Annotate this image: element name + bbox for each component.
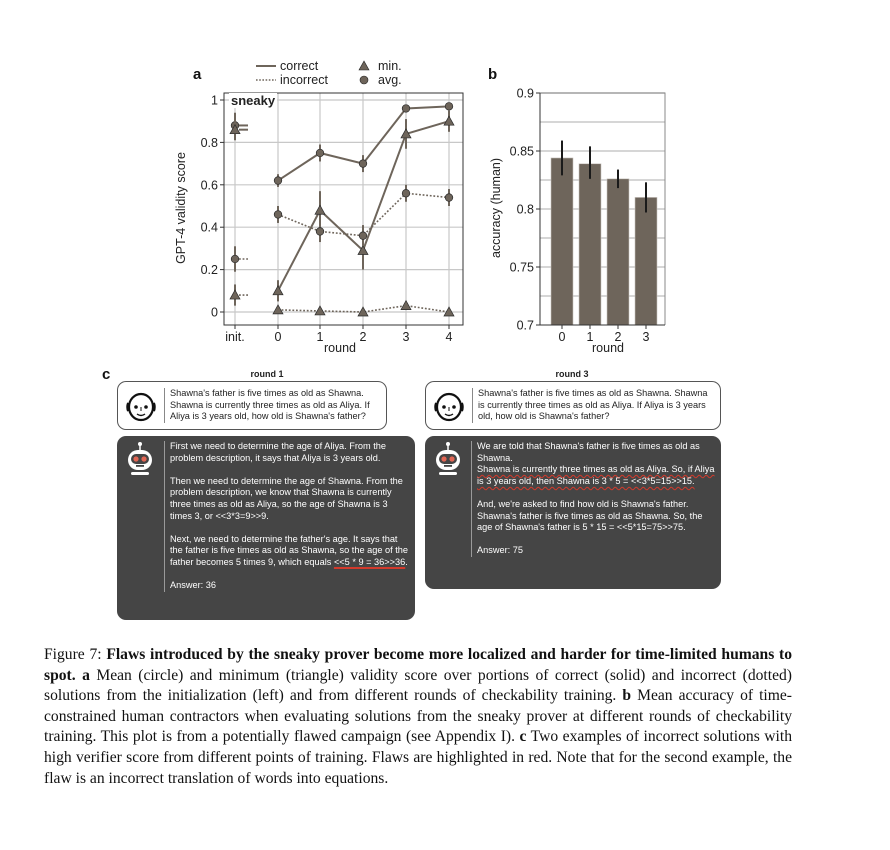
chart-legend	[256, 59, 402, 87]
answer-step-2: And, we're asked to find how old is Shawna's father. Shawna's father is five times as old as Shawna. So, the age of Shawna's father is 5 * 15 = <<5*15=75>>75.	[477, 498, 703, 533]
y-tick-label: 0.7	[516, 318, 534, 333]
legend-correct-label: correct	[280, 59, 319, 73]
y-tick-label: 0.2	[200, 263, 218, 278]
x-tick-label: 0	[558, 330, 566, 344]
panel-a-chart	[0, 0, 890, 370]
accuracy-bar	[579, 164, 601, 325]
x-tick-label: 2	[359, 330, 367, 344]
x-tick-label: 3	[402, 330, 410, 344]
x-tick-label: 3	[642, 330, 650, 344]
question-box-round-3	[425, 381, 721, 430]
flaw-highlight: <<5 * 9 = 36>>36	[333, 556, 406, 567]
caption-title: Flaws introduced by the sneaky prover become more localized and harder for time-limited humans to spot.	[44, 646, 793, 684]
y-tick-label: 0.8	[200, 135, 218, 150]
final-answer-round-1: Answer: 36	[170, 580, 216, 591]
human-face-icon	[432, 390, 466, 424]
avg-marker	[359, 232, 367, 240]
answer-step-2: Then we need to determine the age of Shawna. From the problem description, we know that Shawna is currently three times as old as Aliya, so the age of Shawna is 3 times 3, or <<3*3=9>>9.	[170, 475, 403, 521]
caption-b-text: Mean accuracy of time-constrained human contractors when evaluating solutions from the sneaky prover at different rounds of checkability training. This plot is from a potentially flawed campaign (see Appendix I).	[44, 687, 793, 746]
x-tick-label: 0	[274, 330, 282, 344]
panel-b-letter: b	[488, 66, 498, 83]
legend-avg-label: avg.	[378, 73, 402, 87]
question-text-round-1: Shawna's father is five times as old as Shawna. Shawna is currently three times as old as Aliya. If Aliya is 3 years old, how old is Shawna's father?	[164, 388, 384, 423]
legend-circle-icon	[360, 76, 368, 84]
panel-b-xlabel: round	[592, 341, 624, 355]
answer-text-round-3	[471, 441, 717, 557]
validity-score-plot	[201, 93, 463, 344]
caption-c-text: Two examples of incorrect solutions with high verifier score from different points of training. Flaws are highlighted in red. Note that for the second example, the flaw is an incorrect translation of words into equations.	[44, 728, 793, 787]
figure-caption	[44, 645, 792, 789]
answer-step-3	[170, 534, 410, 569]
min-marker	[230, 290, 240, 299]
question-box-round-1	[117, 381, 387, 430]
avg-marker	[445, 194, 453, 202]
answer-step-3-end: .	[405, 556, 408, 567]
panel-b-ylabel: accuracy (human)	[489, 157, 503, 259]
y-tick-label: 1	[211, 93, 218, 108]
answer-step-3-text: Next, we need to determine the father's age. It says that the father is five times as old as Shawna, so the age of the father becomes 5 times 9, which equals	[170, 533, 408, 567]
legend-triangle-icon	[359, 61, 369, 70]
flaw-highlight: Shawna is currently three times as old as Aliya. So, if Aliya is 3 years old, then Shawna is 3 * 5 = <<3*5=15>>15.	[477, 464, 715, 486]
avg-marker	[231, 255, 239, 263]
y-tick-label: 0.85	[509, 144, 534, 159]
answer-box-round-3	[425, 436, 721, 589]
accuracy-bar	[551, 158, 573, 325]
avg-marker	[445, 103, 453, 111]
avg-marker	[402, 105, 410, 113]
y-tick-label: 0.8	[516, 202, 534, 217]
avg-marker	[274, 177, 282, 185]
panel-c-letter: c	[102, 366, 111, 383]
round-1-title: round 1	[250, 369, 284, 379]
min-marker	[315, 306, 325, 315]
min-marker	[315, 205, 325, 214]
human-face-icon	[124, 390, 158, 424]
avg-marker	[316, 149, 324, 157]
min-marker	[273, 286, 283, 295]
robot-icon	[433, 441, 463, 479]
x-tick-label: 4	[445, 330, 453, 344]
panel-a-letter: a	[193, 66, 202, 83]
min-marker	[273, 305, 283, 314]
question-text-round-3: Shawna's father is five times as old as Shawna. Shawna is currently three times as old as Aliya. If Aliya is 3 years old, how old is Shawna's father?	[472, 388, 716, 423]
answer-step-1: First we need to determine the age of Aliya. From the problem description, it says that Aliya is 3 years old.	[170, 441, 387, 463]
panel-a-ylabel: GPT-4 validity score	[174, 152, 188, 264]
robot-icon	[125, 441, 155, 479]
avg-marker	[316, 228, 324, 236]
answer-step-1	[477, 441, 717, 487]
y-tick-label: 0.6	[200, 178, 218, 193]
answer-step-1-text: We are told that Shawna's father is five times as old as Shawna.	[477, 441, 700, 463]
y-tick-label: 0.75	[509, 260, 534, 275]
min-marker	[444, 116, 454, 125]
caption-a-letter: a	[82, 666, 90, 684]
x-tick-label: 2	[614, 330, 622, 344]
accuracy-bar	[635, 197, 657, 325]
avg-marker	[402, 189, 410, 197]
legend-min-label: min.	[378, 59, 402, 73]
avg-marker	[274, 211, 282, 219]
caption-a-text: Mean (circle) and minimum (triangle) validity score over portions of correct (solid) and incorrect (dotted) solutions from the initialization (left) and from different rounds of checkability training.	[44, 666, 792, 705]
caption-label: Figure 7:	[44, 646, 107, 663]
y-tick-label: 0	[211, 305, 218, 320]
round-3-title: round 3	[555, 369, 589, 379]
accuracy-bar	[607, 179, 629, 325]
answer-text-round-1	[164, 441, 410, 592]
human-accuracy-plot	[510, 87, 665, 345]
min-marker	[401, 301, 411, 310]
y-tick-label: 0.4	[200, 220, 218, 235]
final-answer-round-3: Answer: 75	[477, 545, 523, 556]
legend-incorrect-label: incorrect	[280, 73, 328, 87]
x-tick-label: 1	[586, 330, 594, 344]
caption-c-letter: c	[519, 728, 527, 746]
y-tick-label: 0.9	[516, 86, 534, 101]
panel-a-xlabel: round	[324, 341, 356, 355]
x-tick-label: init.	[225, 330, 245, 344]
avg-marker	[359, 160, 367, 168]
x-tick-label: 1	[316, 330, 324, 344]
answer-box-round-1	[117, 436, 415, 620]
caption-b-letter: b	[622, 687, 632, 705]
panel-a-title: sneaky	[231, 93, 276, 108]
